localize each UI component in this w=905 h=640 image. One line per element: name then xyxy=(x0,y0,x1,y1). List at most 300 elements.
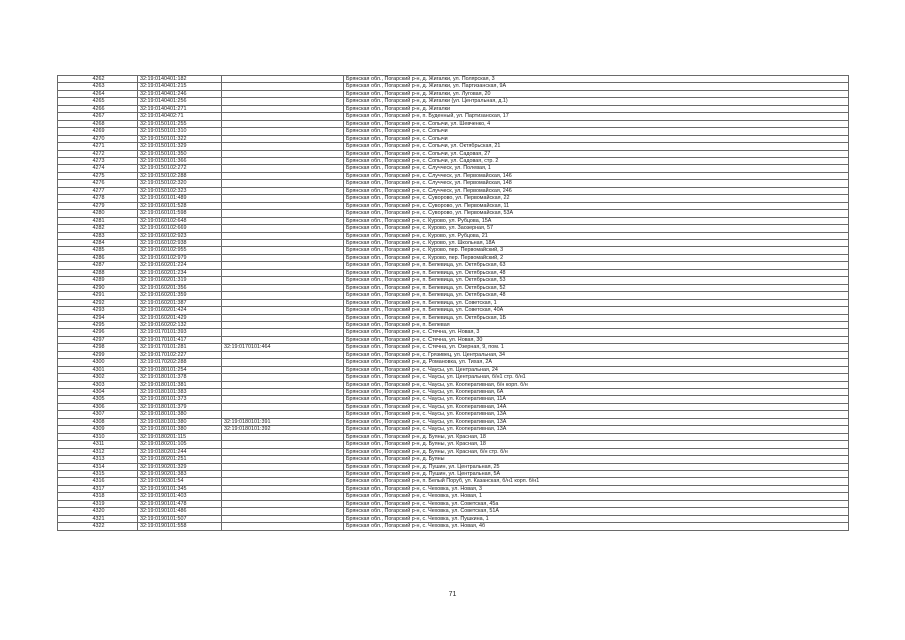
address-cell: Брянская обл., Погарский р-н, с. Сопычи xyxy=(344,128,849,135)
related-cadastral-number-cell xyxy=(222,508,344,515)
address-cell: Брянская обл., Погарский р-н, п. Белевица, ул. Октябрьская, 1Б xyxy=(344,314,849,321)
row-number-cell: 4297 xyxy=(58,336,138,343)
cadastral-number-cell: 32:19:0140401:182 xyxy=(138,76,222,83)
cadastral-number-cell: 32:19:0180101:381 xyxy=(138,381,222,388)
table-row xyxy=(58,478,849,485)
cadastral-number-cell: 32:19:0160101:489 xyxy=(138,195,222,202)
table-row xyxy=(58,143,849,150)
cadastral-number-cell: 32:19:0160201:429 xyxy=(138,314,222,321)
table-row xyxy=(58,426,849,433)
row-number-cell: 4291 xyxy=(58,292,138,299)
address-cell: Брянская обл., Погарский р-н, с. Случческ, ул. Первомайская, 146 xyxy=(344,172,849,179)
row-number-cell: 4319 xyxy=(58,500,138,507)
address-cell: Брянская обл., Погарский р-н, с. Курово, ул. Рубцова, 15А xyxy=(344,217,849,224)
cadastral-number-cell: 32:19:0160102:938 xyxy=(138,239,222,246)
row-number-cell: 4312 xyxy=(58,448,138,455)
address-cell: Брянская обл., Погарский р-н, д. Буяны, ул. Красная, б/н стр. б/н xyxy=(344,448,849,455)
related-cadastral-number-cell xyxy=(222,389,344,396)
address-cell: Брянская обл., Погарский р-н, с. Сопычи xyxy=(344,135,849,142)
address-cell: Брянская обл., Погарский р-н, с. Чаусы, ул. Центральная, б/н1 стр. б/н1 xyxy=(344,374,849,381)
address-cell: Брянская обл., Погарский р-н, с. Чеховка, ул. Новая, 1 xyxy=(344,493,849,500)
related-cadastral-number-cell xyxy=(222,500,344,507)
address-cell: Брянская обл., Погарский р-н, с. Чаусы, ул. Кооперативная, 13А xyxy=(344,411,849,418)
related-cadastral-number-cell xyxy=(222,374,344,381)
row-number-cell: 4282 xyxy=(58,225,138,232)
table-row xyxy=(58,411,849,418)
table-row xyxy=(58,113,849,120)
address-cell: Брянская обл., Погарский р-н, п. Белевица, ул. Советская, 1 xyxy=(344,299,849,306)
table-row xyxy=(58,351,849,358)
cadastral-number-cell: 32:19:0180101:380 xyxy=(138,411,222,418)
address-cell: Брянская обл., Погарский р-н, с. Суворово, ул. Первомайская, 53А xyxy=(344,210,849,217)
row-number-cell: 4293 xyxy=(58,307,138,314)
cadastral-number-cell: 32:19:0160102:923 xyxy=(138,232,222,239)
cadastral-number-cell: 32:19:0190101:345 xyxy=(138,485,222,492)
row-number-cell: 4268 xyxy=(58,120,138,127)
row-number-cell: 4321 xyxy=(58,515,138,522)
cadastral-number-cell: 32:19:0180101:379 xyxy=(138,403,222,410)
table-row xyxy=(58,269,849,276)
address-cell: Брянская обл., Погарский р-н, п. Белевица, ул. Октябрьская, 63 xyxy=(344,262,849,269)
table-row xyxy=(58,359,849,366)
cadastral-number-cell: 32:19:0160202:132 xyxy=(138,321,222,328)
address-cell: Брянская обл., Погарский р-н, п. Белый Поруб, ул. Казанская, б/н1 корп. б/н1 xyxy=(344,478,849,485)
address-cell: Брянская обл., Погарский р-н, с. Стечна, ул. Новая, 3 xyxy=(344,329,849,336)
table-row xyxy=(58,128,849,135)
table-row xyxy=(58,254,849,261)
row-number-cell: 4277 xyxy=(58,187,138,194)
row-number-cell: 4305 xyxy=(58,396,138,403)
related-cadastral-number-cell xyxy=(222,195,344,202)
address-cell: Брянская обл., Погарский р-н, с. Чаусы, ул. Кооперативная, 11А xyxy=(344,396,849,403)
row-number-cell: 4303 xyxy=(58,381,138,388)
cadastral-number-cell: 32:19:0150101:329 xyxy=(138,143,222,150)
related-cadastral-number-cell xyxy=(222,180,344,187)
address-cell: Брянская обл., Погарский р-н, п. Белевица, ул. Советская, 40А xyxy=(344,307,849,314)
address-cell: Брянская обл., Погарский р-н, с. Грязивец, ул. Центральная, 34 xyxy=(344,351,849,358)
address-cell: Брянская обл., Погарский р-н, д. Жигалки, ул. Полярская, 3 xyxy=(344,76,849,83)
table-row xyxy=(58,471,849,478)
table-row xyxy=(58,344,849,351)
related-cadastral-number-cell xyxy=(222,523,344,530)
row-number-cell: 4314 xyxy=(58,463,138,470)
row-number-cell: 4279 xyxy=(58,202,138,209)
row-number-cell: 4275 xyxy=(58,172,138,179)
cadastral-number-cell: 32:19:0150101:310 xyxy=(138,128,222,135)
related-cadastral-number-cell xyxy=(222,485,344,492)
row-number-cell: 4302 xyxy=(58,374,138,381)
row-number-cell: 4281 xyxy=(58,217,138,224)
address-cell: Брянская обл., Погарский р-н, д. Жигалки xyxy=(344,105,849,112)
related-cadastral-number-cell xyxy=(222,120,344,127)
row-number-cell: 4306 xyxy=(58,403,138,410)
cadastral-number-cell: 32:19:0160102:955 xyxy=(138,247,222,254)
cadastral-number-cell: 32:19:0140401:246 xyxy=(138,90,222,97)
address-cell: Брянская обл., Погарский р-н, с. Чаусы, ул. Кооперативная, б/н корп. б/н xyxy=(344,381,849,388)
row-number-cell: 4299 xyxy=(58,351,138,358)
address-cell: Брянская обл., Погарский р-н, с. Чеховка, ул. Новая, 3 xyxy=(344,485,849,492)
row-number-cell: 4278 xyxy=(58,195,138,202)
table-row xyxy=(58,523,849,530)
address-cell: Брянская обл., Погарский р-н, д. Жигалки, ул. Луговая, 20 xyxy=(344,90,849,97)
table-row xyxy=(58,157,849,164)
cadastral-number-cell: 32:19:0150101:322 xyxy=(138,135,222,142)
address-cell: Брянская обл., Погарский р-н, п. Белевица, ул. Октябрьская, 48 xyxy=(344,269,849,276)
address-cell: Брянская обл., Погарский р-н, с. Суворово, ул. Первомайская, 11 xyxy=(344,202,849,209)
table-row xyxy=(58,202,849,209)
table-row xyxy=(58,396,849,403)
row-number-cell: 4269 xyxy=(58,128,138,135)
cadastral-number-cell: 32:19:0180201:115 xyxy=(138,433,222,440)
table-row xyxy=(58,366,849,373)
cadastral-number-cell: 32:19:0140402:71 xyxy=(138,113,222,120)
address-cell: Брянская обл., Погарский р-н, д. Буяны, ул. Красная, 18 xyxy=(344,441,849,448)
address-cell: Брянская обл., Погарский р-н, с. Сопычи, ул. Октябрьская, 21 xyxy=(344,143,849,150)
table-row xyxy=(58,418,849,425)
related-cadastral-number-cell xyxy=(222,239,344,246)
cadastral-number-cell: 32:19:0190101:403 xyxy=(138,493,222,500)
cadastral-number-cell: 32:19:0190101:486 xyxy=(138,508,222,515)
table-row xyxy=(58,389,849,396)
cadastral-number-cell: 32:19:0180101:383 xyxy=(138,389,222,396)
cadastral-number-cell: 32:19:0140401:256 xyxy=(138,98,222,105)
address-cell: Брянская обл., Погарский р-н, с. Сопычи, ул. Садовая, стр. 2 xyxy=(344,157,849,164)
row-number-cell: 4263 xyxy=(58,83,138,90)
cadastral-number-cell: 32:19:0160101:598 xyxy=(138,210,222,217)
table-row xyxy=(58,262,849,269)
row-number-cell: 4262 xyxy=(58,76,138,83)
row-number-cell: 4315 xyxy=(58,471,138,478)
address-cell: Брянская обл., Погарский р-н, с. Случческ, ул. Полевая, 1 xyxy=(344,165,849,172)
table-row xyxy=(58,135,849,142)
row-number-cell: 4300 xyxy=(58,359,138,366)
address-cell: Брянская обл., Погарский р-н, с. Стечна, ул. Озерная, 9, пом. 1 xyxy=(344,344,849,351)
cadastral-number-cell: 32:19:0180201:105 xyxy=(138,441,222,448)
cadastral-number-cell: 32:19:0190101:478 xyxy=(138,500,222,507)
address-cell: Брянская обл., Погарский р-н, с. Сопычи, ул. Садовая, 27 xyxy=(344,150,849,157)
related-cadastral-number-cell xyxy=(222,262,344,269)
related-cadastral-number-cell xyxy=(222,90,344,97)
cadastral-number-cell: 32:19:0150102:272 xyxy=(138,165,222,172)
cadastral-number-cell: 32:19:0190101:558 xyxy=(138,523,222,530)
related-cadastral-number-cell xyxy=(222,448,344,455)
related-cadastral-number-cell xyxy=(222,105,344,112)
address-cell: Брянская обл., Погарский р-н, с. Суворово, ул. Первомайская, 22 xyxy=(344,195,849,202)
address-cell: Брянская обл., Погарский р-н, с. Сопычи, ул. Шевченко, 4 xyxy=(344,120,849,127)
row-number-cell: 4320 xyxy=(58,508,138,515)
related-cadastral-number-cell xyxy=(222,76,344,83)
row-number-cell: 4292 xyxy=(58,299,138,306)
related-cadastral-number-cell xyxy=(222,471,344,478)
cadastral-number-cell: 32:19:0180101:380 xyxy=(138,418,222,425)
table-row xyxy=(58,329,849,336)
cadastral-number-cell: 32:19:0160102:979 xyxy=(138,254,222,261)
related-cadastral-number-cell xyxy=(222,143,344,150)
row-number-cell: 4270 xyxy=(58,135,138,142)
table-row xyxy=(58,485,849,492)
page-number: 71 xyxy=(448,591,457,598)
table-row xyxy=(58,277,849,284)
row-number-cell: 4296 xyxy=(58,329,138,336)
table-row xyxy=(58,336,849,343)
related-cadastral-number-cell xyxy=(222,202,344,209)
related-cadastral-number-cell: 32:19:0180101:392 xyxy=(222,426,344,433)
cadastral-number-cell: 32:19:0190201:383 xyxy=(138,471,222,478)
row-number-cell: 4301 xyxy=(58,366,138,373)
related-cadastral-number-cell xyxy=(222,172,344,179)
address-cell: Брянская обл., Погарский р-н, с. Чеховка, ул. Новая, 4б xyxy=(344,523,849,530)
table-row xyxy=(58,381,849,388)
row-number-cell: 4288 xyxy=(58,269,138,276)
cadastral-number-cell: 32:19:0160101:528 xyxy=(138,202,222,209)
cadastral-number-cell: 32:19:0190101:507 xyxy=(138,515,222,522)
table-row xyxy=(58,403,849,410)
address-cell: Брянская обл., Погарский р-н, с. Курово, ул. Школьная, 18А xyxy=(344,239,849,246)
related-cadastral-number-cell xyxy=(222,217,344,224)
table-row xyxy=(58,90,849,97)
table-row xyxy=(58,307,849,314)
address-cell: Брянская обл., Погарский р-н, с. Стечна, ул. Новая, 30 xyxy=(344,336,849,343)
cadastral-number-cell: 32:19:0160102:669 xyxy=(138,225,222,232)
related-cadastral-number-cell xyxy=(222,329,344,336)
cadastral-number-cell: 32:19:0150102:320 xyxy=(138,180,222,187)
row-number-cell: 4284 xyxy=(58,239,138,246)
related-cadastral-number-cell xyxy=(222,128,344,135)
related-cadastral-number-cell xyxy=(222,433,344,440)
related-cadastral-number-cell xyxy=(222,277,344,284)
related-cadastral-number-cell: 32:19:0180101:391 xyxy=(222,418,344,425)
cadastral-number-cell: 32:19:0180101:378 xyxy=(138,374,222,381)
row-number-cell: 4273 xyxy=(58,157,138,164)
cadastral-number-cell: 32:19:0180101:380 xyxy=(138,426,222,433)
address-cell: Брянская обл., Погарский р-н, п. Белевица, ул. Октябрьская, 52 xyxy=(344,284,849,291)
cadastral-number-cell: 32:19:0140401:271 xyxy=(138,105,222,112)
table-row xyxy=(58,76,849,83)
related-cadastral-number-cell xyxy=(222,113,344,120)
address-cell: Брянская обл., Погарский р-н, с. Чаусы, ул. Центральная, 24 xyxy=(344,366,849,373)
table-row xyxy=(58,493,849,500)
cadastral-number-cell: 32:19:0170101:281 xyxy=(138,344,222,351)
table-row xyxy=(58,225,849,232)
row-number-cell: 4307 xyxy=(58,411,138,418)
table-row xyxy=(58,292,849,299)
table-row xyxy=(58,463,849,470)
cadastral-number-cell: 32:19:0180101:373 xyxy=(138,396,222,403)
related-cadastral-number-cell xyxy=(222,299,344,306)
table-row xyxy=(58,284,849,291)
related-cadastral-number-cell xyxy=(222,157,344,164)
row-number-cell: 4267 xyxy=(58,113,138,120)
cadastral-number-cell: 32:19:0180201:251 xyxy=(138,456,222,463)
address-cell: Брянская обл., Погарский р-н, д. Жигалки, ул. Партизанская, 9А xyxy=(344,83,849,90)
table-row xyxy=(58,210,849,217)
row-number-cell: 4294 xyxy=(58,314,138,321)
cadastral-number-cell: 32:19:0160201:356 xyxy=(138,284,222,291)
address-cell: Брянская обл., Погарский р-н, д. Буяны, ул. Красная, 18 xyxy=(344,433,849,440)
related-cadastral-number-cell xyxy=(222,411,344,418)
row-number-cell: 4266 xyxy=(58,105,138,112)
row-number-cell: 4298 xyxy=(58,344,138,351)
cadastral-number-cell: 32:19:0170101:417 xyxy=(138,336,222,343)
cadastral-number-cell: 32:19:0180101:254 xyxy=(138,366,222,373)
related-cadastral-number-cell xyxy=(222,269,344,276)
related-cadastral-number-cell xyxy=(222,396,344,403)
registry-table-body xyxy=(58,76,849,531)
address-cell: Брянская обл., Погарский р-н, п. Белевая xyxy=(344,321,849,328)
cadastral-number-cell: 32:19:0190301:54 xyxy=(138,478,222,485)
row-number-cell: 4285 xyxy=(58,247,138,254)
row-number-cell: 4272 xyxy=(58,150,138,157)
related-cadastral-number-cell xyxy=(222,165,344,172)
related-cadastral-number-cell xyxy=(222,381,344,388)
address-cell: Брянская обл., Погарский р-н, с. Чаусы, ул. Кооперативная, 6А xyxy=(344,389,849,396)
address-cell: Брянская обл., Погарский р-н, с. Случческ, ул. Первомайская, 148 xyxy=(344,180,849,187)
table-row xyxy=(58,120,849,127)
related-cadastral-number-cell xyxy=(222,135,344,142)
related-cadastral-number-cell xyxy=(222,254,344,261)
row-number-cell: 4309 xyxy=(58,426,138,433)
related-cadastral-number-cell xyxy=(222,351,344,358)
row-number-cell: 4264 xyxy=(58,90,138,97)
row-number-cell: 4276 xyxy=(58,180,138,187)
table-row xyxy=(58,98,849,105)
row-number-cell: 4265 xyxy=(58,98,138,105)
address-cell: Брянская обл., Погарский р-н, с. Чаусы, ул. Кооперативная, 13А xyxy=(344,426,849,433)
registry-table xyxy=(57,75,849,531)
cadastral-number-cell: 32:19:0150102:288 xyxy=(138,172,222,179)
address-cell: Брянская обл., Погарский р-н, с. Чеховка, ул. Пушкина, 1 xyxy=(344,515,849,522)
address-cell: Брянская обл., Погарский р-н, д. Пушин, ул. Центральная, 5А xyxy=(344,471,849,478)
table-row xyxy=(58,508,849,515)
row-number-cell: 4313 xyxy=(58,456,138,463)
related-cadastral-number-cell xyxy=(222,292,344,299)
row-number-cell: 4322 xyxy=(58,523,138,530)
related-cadastral-number-cell xyxy=(222,366,344,373)
table-row xyxy=(58,172,849,179)
related-cadastral-number-cell xyxy=(222,232,344,239)
related-cadastral-number-cell xyxy=(222,321,344,328)
table-row xyxy=(58,314,849,321)
table-row xyxy=(58,83,849,90)
row-number-cell: 4304 xyxy=(58,389,138,396)
row-number-cell: 4280 xyxy=(58,210,138,217)
address-cell: Брянская обл., Погарский р-н, д. Жигалки (ул. Центральная, д.1) xyxy=(344,98,849,105)
table-row xyxy=(58,321,849,328)
row-number-cell: 4286 xyxy=(58,254,138,261)
address-cell: Брянская обл., Погарский р-н, п. Буденный, ул. Партизанская, 17 xyxy=(344,113,849,120)
cadastral-number-cell: 32:19:0170101:393 xyxy=(138,329,222,336)
address-cell: Брянская обл., Погарский р-н, с. Чеховка, ул. Советская, 51А xyxy=(344,508,849,515)
cadastral-number-cell: 32:19:0170102:227 xyxy=(138,351,222,358)
address-cell: Брянская обл., Погарский р-н, с. Курово, ул. Рубцова, 21 xyxy=(344,232,849,239)
row-number-cell: 4317 xyxy=(58,485,138,492)
table-row xyxy=(58,187,849,194)
related-cadastral-number-cell xyxy=(222,336,344,343)
table-row xyxy=(58,433,849,440)
table-row xyxy=(58,217,849,224)
cadastral-number-cell: 32:19:0150101:255 xyxy=(138,120,222,127)
related-cadastral-number-cell xyxy=(222,515,344,522)
related-cadastral-number-cell xyxy=(222,493,344,500)
table-row xyxy=(58,105,849,112)
cadastral-number-cell: 32:19:0150102:323 xyxy=(138,187,222,194)
related-cadastral-number-cell xyxy=(222,478,344,485)
row-number-cell: 4283 xyxy=(58,232,138,239)
table-row xyxy=(58,515,849,522)
table-row xyxy=(58,180,849,187)
related-cadastral-number-cell xyxy=(222,83,344,90)
related-cadastral-number-cell xyxy=(222,314,344,321)
related-cadastral-number-cell xyxy=(222,456,344,463)
table-row xyxy=(58,374,849,381)
cadastral-number-cell: 32:19:0150101:366 xyxy=(138,157,222,164)
row-number-cell: 4318 xyxy=(58,493,138,500)
address-cell: Брянская обл., Погарский р-н, с. Курово, пер. Первомайский, 3 xyxy=(344,247,849,254)
address-cell: Брянская обл., Погарский р-н, д. Романовка, ул. Тихая, 2А xyxy=(344,359,849,366)
row-number-cell: 4289 xyxy=(58,277,138,284)
related-cadastral-number-cell xyxy=(222,247,344,254)
row-number-cell: 4274 xyxy=(58,165,138,172)
cadastral-number-cell: 32:19:0160201:359 xyxy=(138,292,222,299)
address-cell: Брянская обл., Погарский р-н, с. Чаусы, ул. Кооперативная, 13А xyxy=(344,418,849,425)
cadastral-number-cell: 32:19:0150101:350 xyxy=(138,150,222,157)
row-number-cell: 4271 xyxy=(58,143,138,150)
cadastral-number-cell: 32:19:0140401:215 xyxy=(138,83,222,90)
table-row xyxy=(58,150,849,157)
cadastral-number-cell: 32:19:0160201:224 xyxy=(138,262,222,269)
cadastral-number-cell: 32:19:0170202:288 xyxy=(138,359,222,366)
cadastral-number-cell: 32:19:0160102:648 xyxy=(138,217,222,224)
table-row xyxy=(58,448,849,455)
row-number-cell: 4290 xyxy=(58,284,138,291)
address-cell: Брянская обл., Погарский р-н, с. Чаусы, ул. Кооперативная, 14А xyxy=(344,403,849,410)
row-number-cell: 4295 xyxy=(58,321,138,328)
address-cell: Брянская обл., Погарский р-н, д. Буяны xyxy=(344,456,849,463)
row-number-cell: 4311 xyxy=(58,441,138,448)
related-cadastral-number-cell xyxy=(222,463,344,470)
cadastral-number-cell: 32:19:0190201:329 xyxy=(138,463,222,470)
address-cell: Брянская обл., Погарский р-н, с. Курово, пер. Первомайский, 2 xyxy=(344,254,849,261)
row-number-cell: 4308 xyxy=(58,418,138,425)
related-cadastral-number-cell xyxy=(222,150,344,157)
address-cell: Брянская обл., Погарский р-н, с. Чеховка, ул. Советская, 45а xyxy=(344,500,849,507)
table-row xyxy=(58,165,849,172)
cadastral-number-cell: 32:19:0160201:424 xyxy=(138,307,222,314)
table-row xyxy=(58,299,849,306)
table-row xyxy=(58,441,849,448)
related-cadastral-number-cell: 32:19:0170101:464 xyxy=(222,344,344,351)
table-row xyxy=(58,239,849,246)
table-row xyxy=(58,232,849,239)
address-cell: Брянская обл., Погарский р-н, д. Пушин, ул. Центральная, 25 xyxy=(344,463,849,470)
table-row xyxy=(58,195,849,202)
cadastral-number-cell: 32:19:0160201:387 xyxy=(138,299,222,306)
table-row xyxy=(58,456,849,463)
related-cadastral-number-cell xyxy=(222,98,344,105)
related-cadastral-number-cell xyxy=(222,359,344,366)
related-cadastral-number-cell xyxy=(222,284,344,291)
related-cadastral-number-cell xyxy=(222,225,344,232)
cadastral-number-cell: 32:19:0160201:234 xyxy=(138,269,222,276)
related-cadastral-number-cell xyxy=(222,441,344,448)
table-row xyxy=(58,247,849,254)
row-number-cell: 4316 xyxy=(58,478,138,485)
address-cell: Брянская обл., Погарский р-н, с. Курово, ул. Заозерная, 57 xyxy=(344,225,849,232)
related-cadastral-number-cell xyxy=(222,307,344,314)
cadastral-number-cell: 32:19:0180201:244 xyxy=(138,448,222,455)
row-number-cell: 4287 xyxy=(58,262,138,269)
related-cadastral-number-cell xyxy=(222,210,344,217)
